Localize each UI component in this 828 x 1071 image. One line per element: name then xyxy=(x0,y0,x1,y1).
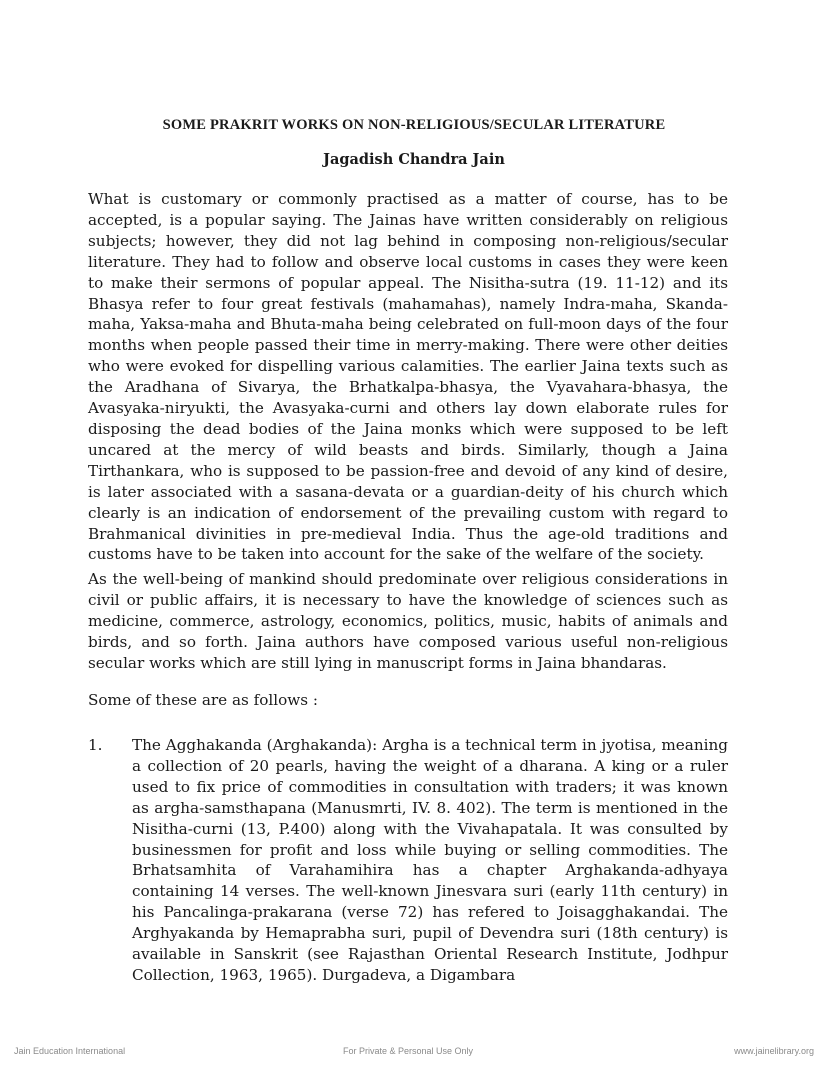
paragraph-2: As the well-being of mankind should predominate over religious considerations in civil or public affairs, it is necessary to have the knowledge of sciences such as medicine, commerce, astrology, economics, politics, music, habits of animals and birds, and so forth. Jaina authors have composed various useful non-religious secular works which are still lying in manuscript forms in Jaina bhandaras. xyxy=(88,570,728,672)
list-item-number: 1. xyxy=(88,736,103,754)
paragraph-1: What is customary or commonly practised as a matter of course, has to be accepted, is a popular saying. The Jainas have written considerably on religious subjects; however, they did not lag behind in composing non-religious/secular literature. They had to follow and observe local customs in cases they were keen to make their sermons of popular appeal. The Nisitha-sutra (19. 11-12) and its Bhasya refer to four great festivals (mahamahas), namely Indra-maha, Skanda-maha, Yaksa-maha and Bhuta-maha being celebrated on full-moon days of the four months when people passed their time in merry-making. There were other deities who were evoked for dispelling various calamities. The earlier Jaina texts such as the Aradhana of Sivarya, the Brhatkalpa-bhasya, the Vyavahara-bhasya, the Avasyaka-niryukti, the Avasyaka-curni and others lay down elaborate rules for disposing the dead bodies of the Jaina monks which were supposed to be left uncared at the mercy of wild beasts and birds. Similarly, though a Jaina Tirthankara, who is supposed to be passion-free and devoid of any kind of desire, is later associated with a sasana-devata or a guardian-deity of his church which clearly is an indication of endorsement of the prevailing custom with regard to Brahmanical divinities in pre-medieval India. Thus the age-old traditions and customs have to be taken into account for the sake of the welfare of the society. xyxy=(88,190,728,564)
footer-left: Jain Education International xyxy=(14,1046,126,1056)
paragraph-3: Some of these are as follows : xyxy=(88,691,319,709)
footer-right: www.jainelibrary.org xyxy=(734,1046,814,1056)
list-item-text: The Agghakanda (Arghakanda): Argha is a technical term in jyotisa, meaning a collection of 20 pearls, having the weight of a dharana. A king or a ruler used to fix price of commodities in consultation with traders; it was known as argha-samsthapana (Manusmrti, IV. 8. 402). The term is mentioned in the Nisitha-curni (13, P.400) along with the Vivahapatala. It was consulted by businessmen for profit and loss while buying or selling commodities. The Brhatsamhita of Varahamihira has a chapter Arghakanda-adhyaya containing 14 verses. The well-known Jinesvara suri (early 11th century) in his Pancalinga-prakarana (verse 72) has refered to Joisagghakandai. The Arghyakanda by Hemaprabha suri, pupil of Devendra suri (18th century) is available in Sanskrit (see Rajasthan Oriental Research Institute, Jodhpur Collection, 1963, 1965). Durgadeva, a Digambara xyxy=(132,736,728,984)
footer-center: For Private & Personal Use Only xyxy=(343,1046,474,1056)
document-title: SOME PRAKRIT WORKS ON NON-RELIGIOUS/SECULAR LITERATURE xyxy=(162,117,666,133)
author-name: Jagadish Chandra Jain xyxy=(323,151,505,168)
